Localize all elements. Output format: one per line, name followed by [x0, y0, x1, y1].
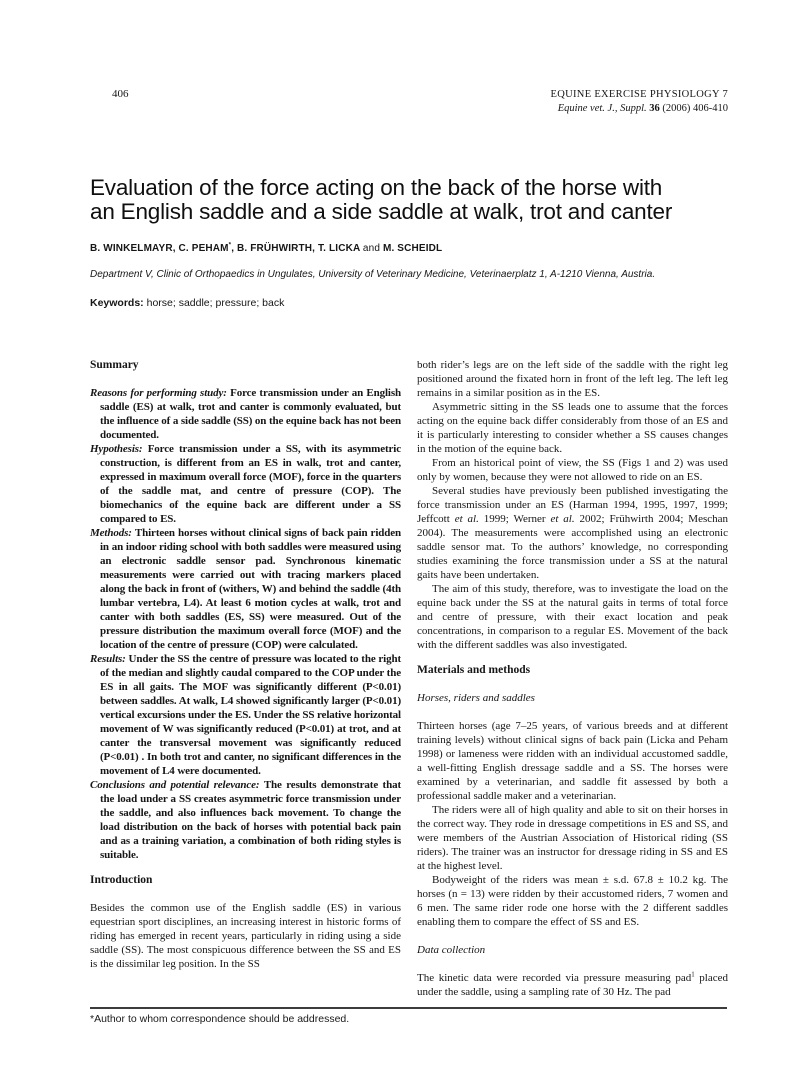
body-paragraph: From an historical point of view, the SS (Figs 1 and 2) was used only by women, because they were not allowed to ride on an ES. — [417, 457, 728, 483]
abstract-text: Force transmission under a SS, with its asymmetric construction, is different from an ES in walk, trot and canter, expressed in maximum overall force (MOF), force in the quarters of the saddle mat, and centre of pressure (COP). The biomechanics of the equine back are different under a SS compared to ES. — [100, 443, 401, 525]
abstract-text: Thirteen horses without clinical signs of back pain ridden in an indoor riding school with both saddles were measured using an electronic saddle sensor pad. Synchronous kinematic measurements were carried out with tracing markers placed along the back in front of (withers, W) and behind the saddle (4th lumbar vertebra, L4). At least 6 motion cycles at walk, trot and canter with both saddles (ES, SS) were measured. Out of the pressure distribution the maximum overall force (MOF) and the location of the centre of pressure (COP) were calculated. — [100, 527, 402, 651]
text-run: The kinetic data were recorded via pressure measuring pad — [417, 972, 692, 984]
body-paragraph — [417, 484, 728, 582]
text-run: 1 — [691, 971, 695, 979]
journal-series: EQUINE EXERCISE PHYSIOLOGY 7 — [550, 89, 728, 100]
keywords-label: Keywords: — [90, 297, 144, 309]
text-run: , B. FRÜHWIRTH, T. LICKA — [231, 243, 363, 254]
body-paragraph: Besides the common use of the English saddle (ES) in various equestrian sport disciplines, an increasing interest in historic forms of riding has emerged in recent years, particularly in riding using a side saddle (SS). The most conspicuous difference between the SS and ES is the dissimilar leg position. In the SS — [90, 902, 401, 970]
subsection-heading: Data collection — [417, 944, 486, 956]
abstract-item — [90, 386, 401, 442]
body-paragraph: The aim of this study, therefore, was to investigate the load on the equine back under the SS at the natural gaits in terms of total force and centre of pressure, with their exact location and peak concentrations, in comparison to a regular ES. Movement of the back with the different saddles was also investigated. — [417, 583, 728, 651]
page-header — [112, 88, 728, 115]
abstract-lead: Hypothesis: — [90, 443, 148, 455]
keywords-text: horse; saddle; pressure; back — [143, 297, 285, 309]
abstract-lead: Results: — [90, 653, 129, 665]
body-paragraph: Bodyweight of the riders was mean ± s.d. 67.8 ± 10.2 kg. The horses (n = 13) were ridden by their accustomed riders, 7 women and 6 men. The same rider rode one horse with the 2 different saddles enabling them to compare the effect of SS and ES. — [417, 874, 728, 928]
text-run: * — [228, 241, 232, 249]
text-run: placed under the saddle, using a sampling rate of 30 Hz. The pad — [417, 972, 728, 998]
text-run: B. WINKELMAYR, C. PEHAM — [90, 243, 229, 254]
body-paragraph: Thirteen horses (age 7–25 years, of various breeds and at different training levels) without clinical signs of back pain (Licka and Peham 1998) or lameness were ridden with an individual accustomed saddle, a well-fitting English dressage saddle and a SS. The horses were examined by a veterinarian, and saddle fit assessed by both a professional saddle maker and a veterinarian. — [417, 720, 728, 802]
text-run: and — [362, 243, 381, 254]
abstract-lead: Methods: — [90, 527, 135, 539]
text-run: 2002; Frühwirth 2004; Meschan 2004). The measurements were accomplished using an electronic saddle sensor mat. To the authors’ knowledge, no corresponding studies examining the force transmission under a SS at the natural gaits have been undertaken. — [417, 513, 728, 581]
title-line-1: Evaluation of the force acting on the back of the horse with — [90, 175, 663, 200]
text-run: et al. — [454, 513, 479, 525]
section-heading: Materials and methods — [417, 664, 531, 676]
section-heading: Introduction — [90, 874, 153, 886]
body-columns — [90, 352, 728, 999]
abstract-text: Under the SS the centre of pressure was located to the right of the median and slightly caudal compared to the COP under the ES in all gaits. The MOF was significantly different (P<0.01) between saddles. At walk, L4 showed significantly larger (P<0.01) vertical excursions under the ES. Under the SS relative horizontal movement of W was significantly reduced (P<0.01) at trot, and at canter the transversal movement was significantly reduced (P<0.01) . In both trot and canter, no significant differences in the movement of L4 were documented. — [100, 653, 401, 777]
title-line-2: an English saddle and a side saddle at walk, trot and canter — [90, 198, 673, 224]
abstract-text: The results demonstrate that the load under a SS creates asymmetric force transmission under the saddle, and also influences back movement. To change the load distribution on the back of horses with potential back pain and as a training variation, a combination of both riding styles is suitable. — [100, 779, 401, 861]
body-paragraph: both rider’s legs are on the left side of the saddle with the right leg positioned around the fixated horn in front of the left leg. The left leg remains in a similar position as in the ES. — [417, 359, 728, 399]
right-column — [417, 352, 728, 999]
body-paragraph: The riders were all of high quality and able to sit on their horses in the correct way. They rode in dressage competitions in ES and SS, and were members of the Austrian Association of Historical riding (SS riders). The trainer was an instructor for dressage riding in SS and ES at the highest level. — [417, 804, 728, 872]
article-title — [90, 176, 750, 223]
text-run: Equine vet. J., Suppl. — [557, 102, 650, 114]
abstract-item — [90, 442, 401, 526]
correspondence-footnote: *Author to whom correspondence should be addressed. — [90, 1013, 350, 1025]
journal-reference — [551, 88, 728, 115]
journal-citation — [551, 102, 728, 116]
text-run: 36 — [649, 102, 660, 114]
abstract-item — [90, 652, 401, 778]
text-run: 1999; Werner — [478, 513, 551, 525]
abstract-lead: Conclusions and potential relevance: — [90, 779, 264, 791]
abstract-lead: Reasons for performing study: — [90, 387, 231, 399]
affiliation: Department V, Clinic of Orthopaedics in Ungulates, University of Veterinary Medicine, Veterinaerplatz 1, A-1210 Vienna, Austria. — [90, 269, 656, 280]
author-list — [90, 243, 730, 254]
text-run: M. SCHEIDL — [380, 243, 443, 254]
subsection-heading: Horses, riders and saddles — [417, 692, 535, 704]
footnote-rule — [90, 1007, 727, 1009]
body-paragraph — [417, 971, 728, 999]
body-paragraph: Asymmetric sitting in the SS leads one to assume that the forces acting on the equine back differ considerably from those of an ES and it is particularly interesting to consider whether a SS causes changes in the motion of the equine back. — [417, 401, 728, 455]
text-run: et al. — [550, 513, 575, 525]
left-column — [90, 352, 401, 999]
keywords-line — [90, 297, 730, 309]
abstract-text: Force transmission under an English saddle (ES) at walk, trot and canter is commonly evaluated, but the influence of a side saddle (SS) on the equine back has not been documented. — [100, 387, 401, 441]
page-number: 406 — [112, 88, 129, 100]
section-heading: Summary — [90, 359, 139, 371]
text-run: (2006) 406-410 — [659, 102, 728, 114]
abstract-item — [90, 526, 401, 652]
text-run: Several studies have previously been published investigating the force transmission under an ES (Harman 1994, 1995, 1997, 1999; Jeffcott — [417, 485, 728, 525]
abstract-item — [90, 778, 401, 862]
